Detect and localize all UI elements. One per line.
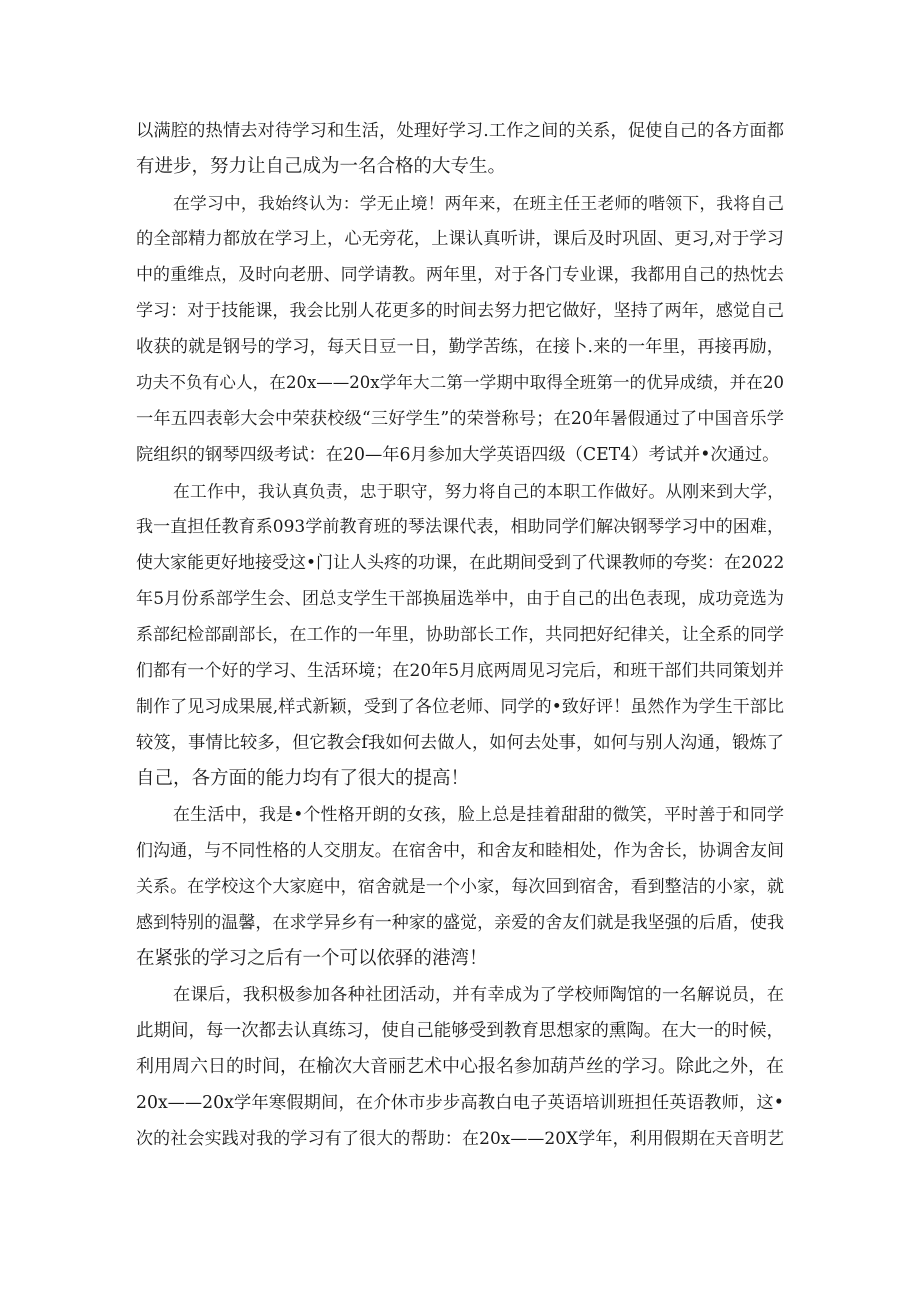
paragraph-line: 感到特别的温馨，在求学异乡有一种家的盛觉，亲爱的舍友们就是我坚强的后盾，使我 xyxy=(136,913,784,933)
paragraph-line: 以满腔的热情去对待学习和生活，处理好学习.工作之间的关系，促使自己的各方面都 xyxy=(136,121,784,141)
paragraph-line: 在课后，我积极参加各种社团活动，并有幸成为了学校师陶馆的一名解说员，在 xyxy=(173,985,784,1005)
paragraph-line: 此期间，每一次都去认真练习，使自己能够受到教育思想家的熏陶。在大一的时候， xyxy=(136,1021,784,1041)
paragraph-line: 使大家能更好地接受这•门让人头疼的功课，在此期间受到了代课教师的夸奖：在2022 xyxy=(136,553,785,573)
paragraph-line: 中的重维点，及时向老册、同学请教。两年里，对于各门专业课，我都用自己的热忱去 xyxy=(136,265,784,285)
paragraph-line: 功夫不负有心人，在20x——20x学年大二第一学期中取得全班第一的优异成绩，并在20 xyxy=(136,373,784,392)
paragraph-line: 年5月份系部学生会、团总支学生干部换届选举中，由于自己的出色表现，成功竞选为 xyxy=(136,589,784,609)
paragraph-line: 在生活中，我是•个性格开朗的女孩，脸上总是挂着甜甜的微笑，平时善于和同学 xyxy=(173,805,784,825)
paragraph-line: 有进步，努力让自己成为一名合格的大专生。 xyxy=(136,156,507,177)
paragraph-line: 们沟通，与不同性格的人交朋友。在宿舍中，和舍友和睦相处，作为舍长，协调舍友间 xyxy=(136,841,784,861)
paragraph-line: 一年五四表彰大会中荣获校级“三好学生”的荣誉称号；在20年暑假通过了中国音乐学 xyxy=(136,409,784,429)
paragraph-line: 次的社会实践对我的学习有了很大的帮助：在20x——20X学年，利用假期在天音明艺 xyxy=(136,1129,784,1149)
paragraph-line: 利用周六日的时间，在榆次大音丽艺术中心报名参加葫芦丝的学习。除此之外，在 xyxy=(136,1056,784,1077)
paragraph-line: 收获的就是钢号的学习，每天日豆一日，勤学苦练，在接卜.来的一年里，再接再励， xyxy=(136,337,784,357)
paragraph-line: 较笈，事情比较多，但它教会f我如何去做人，如何去处事，如何与别人沟通，锻炼了 xyxy=(136,733,784,753)
paragraph-line: 在工作中，我认真负责，忠于职守，努力将自己的本职工作做好。从刚来到大学， xyxy=(173,481,784,501)
paragraph-line: 学习：对于技能课，我会比别人花更多的时间去努力把它做好，坚持了两年，感觉自己 xyxy=(136,301,784,321)
paragraph-line: 的全部精力都放在学习上，心无旁花，上课认真听讲，课后及时巩固、更习,对于学习 xyxy=(136,229,784,249)
paragraph-line: 在学习中，我始终认为：学无止境！两年来，在班主任王老师的喈领下，我将自己 xyxy=(173,193,784,213)
paragraph-line: 我一直担任教育系093学前教育班的琴法课代表，相助同学们解决钢琴学习中的困难， xyxy=(136,517,784,537)
paragraph-line: 制作了见习成果展,样式新颖，受到了各位老师、同学的•致好评！虽然作为学生干部比 xyxy=(136,697,784,717)
paragraph-line: 院组织的钢琴四级考试：在20—年6月参加大学英语四级（CET4）考试并•次通过。 xyxy=(136,445,780,465)
paragraph-line: 关系。在学校这个大家庭中，宿舍就是一个小家，每次回到宿舍，看到整洁的小家，就 xyxy=(136,877,784,897)
paragraph-line: 在紧张的学习之后有一个可以依驿的港湾！ xyxy=(136,948,488,969)
paragraph-line: 20x——20x学年寒假期间，在介休市步步高教白电子英语培训班担任英语教师，这• xyxy=(136,1093,784,1113)
paragraph-line: 自己，各方面的能力均有了很大的提高！ xyxy=(136,768,470,789)
paragraph-line: 系部纪检部副部长，在工作的一年里，协助部长工作，共同把好纪律关，让全系的同学 xyxy=(136,625,784,645)
paragraph-line: 们都有一个好的学习、生活环境；在20年5月底两周见习完后，和班干部们共同策划并 xyxy=(136,661,784,681)
